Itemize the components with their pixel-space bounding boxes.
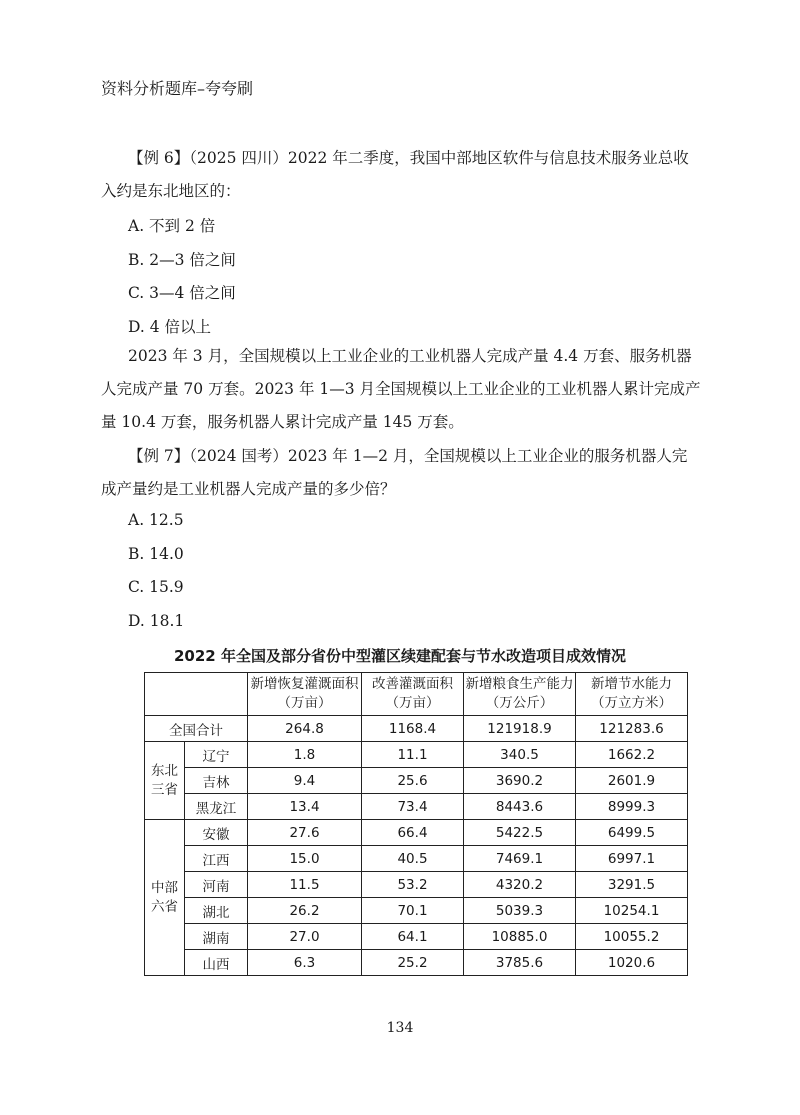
table-cell: 10254.1: [576, 898, 688, 924]
table-cell: 1.8: [248, 742, 362, 768]
table-row: [145, 794, 688, 820]
province-name: 山西: [185, 950, 248, 976]
table-row: [145, 950, 688, 976]
example-7-stem: 【例 7】（2024 国考）2023 年 1—2 月，全国规模以上工业企业的服务机器人完成产量约是工业机器人完成产量的多少倍？: [101, 447, 688, 498]
table-cell: 25.6: [362, 768, 464, 794]
table-cell: 26.2: [248, 898, 362, 924]
table-cell: 3785.6: [464, 950, 576, 976]
province-name: 辽宁: [185, 742, 248, 768]
province-name: 吉林: [185, 768, 248, 794]
province-name: 黑龙江: [185, 794, 248, 820]
example-6-option-c: C. 3—4 倍之间: [128, 284, 236, 302]
table-cell: 3291.5: [576, 872, 688, 898]
table-title: 2022 年全国及部分省份中型灌区续建配套与节水改造项目成效情况: [174, 647, 626, 665]
table-cell: 1168.4: [362, 716, 464, 742]
example-7-option-b: B. 14.0: [128, 545, 184, 563]
province-name: 湖南: [185, 924, 248, 950]
table-row: [145, 820, 688, 846]
table-cell: 70.1: [362, 898, 464, 924]
table-cell: 11.5: [248, 872, 362, 898]
table-cell: 3690.2: [464, 768, 576, 794]
table-row: [145, 742, 688, 768]
table-cell: 53.2: [362, 872, 464, 898]
table-cell: 10885.0: [464, 924, 576, 950]
table-cell: 1020.6: [576, 950, 688, 976]
table-cell: 1662.2: [576, 742, 688, 768]
table-cell: 264.8: [248, 716, 362, 742]
table-cell: 5039.3: [464, 898, 576, 924]
table-cell: 10055.2: [576, 924, 688, 950]
example-6-stem: 【例 6】（2025 四川）2022 年二季度，我国中部地区软件与信息技术服务业总收入约是东北地区的：: [101, 149, 689, 200]
column-header: 新增节水能力 （万立方米）: [576, 673, 688, 716]
table-cell: 8999.3: [576, 794, 688, 820]
example-6-option-a: A. 不到 2 倍: [128, 217, 216, 235]
page-number: 134: [386, 1020, 414, 1036]
table-cell: 27.0: [248, 924, 362, 950]
table-cell: 6499.5: [576, 820, 688, 846]
table-cell: 121918.9: [464, 716, 576, 742]
table-cell: 9.4: [248, 768, 362, 794]
material-paragraph: 2023 年 3 月，全国规模以上工业企业的工业机器人完成产量 4.4 万套、服务机器人完成产量 70 万套。2023 年 1—3 月全国规模以上工业企业的工业机器人累计完成产量 10.4 万套，服务机器人累计完成产量 145 万套。: [101, 347, 701, 431]
example-6-option-b: B. 2—3 倍之间: [128, 251, 236, 269]
column-header: 新增粮食生产能力 （万公斤）: [464, 673, 576, 716]
table-row: [145, 872, 688, 898]
table-cell: 25.2: [362, 950, 464, 976]
column-header: 改善灌溉面积 （万亩）: [362, 673, 464, 716]
table-cell: 5422.5: [464, 820, 576, 846]
header-corner-cell: [145, 673, 248, 716]
table-cell: 11.1: [362, 742, 464, 768]
province-name: 安徽: [185, 820, 248, 846]
example-7-option-a: A. 12.5: [128, 511, 184, 529]
province-name: 河南: [185, 872, 248, 898]
column-header: 新增恢复灌溉面积 （万亩）: [248, 673, 362, 716]
example-7-option-c: C. 15.9: [128, 578, 184, 596]
table-cell: 340.5: [464, 742, 576, 768]
table-cell: 73.4: [362, 794, 464, 820]
region-group-label: 中部 六省: [145, 820, 185, 976]
table-header-row: [145, 673, 688, 716]
table-cell: 6.3: [248, 950, 362, 976]
table-cell: 7469.1: [464, 846, 576, 872]
table-cell: 27.6: [248, 820, 362, 846]
table-row: [145, 768, 688, 794]
table-cell: 13.4: [248, 794, 362, 820]
table-row: [145, 924, 688, 950]
province-name: 江西: [185, 846, 248, 872]
table-cell: 40.5: [362, 846, 464, 872]
table-cell: 64.1: [362, 924, 464, 950]
table-cell: 4320.2: [464, 872, 576, 898]
table-cell: 66.4: [362, 820, 464, 846]
table-cell: 6997.1: [576, 846, 688, 872]
province-name: 湖北: [185, 898, 248, 924]
row-label: 全国合计: [145, 716, 248, 742]
table-row-total: [145, 716, 688, 742]
table-row: [145, 898, 688, 924]
example-7-option-d: D. 18.1: [128, 612, 185, 630]
running-header: 资料分析题库–夸夸刷: [101, 79, 254, 98]
example-6-option-d: D. 4 倍以上: [128, 318, 212, 336]
region-group-label: 东北 三省: [145, 742, 185, 820]
table-cell: 2601.9: [576, 768, 688, 794]
table-cell: 8443.6: [464, 794, 576, 820]
table-cell: 121283.6: [576, 716, 688, 742]
table-row: [145, 846, 688, 872]
table-cell: 15.0: [248, 846, 362, 872]
irrigation-table: [144, 672, 688, 976]
